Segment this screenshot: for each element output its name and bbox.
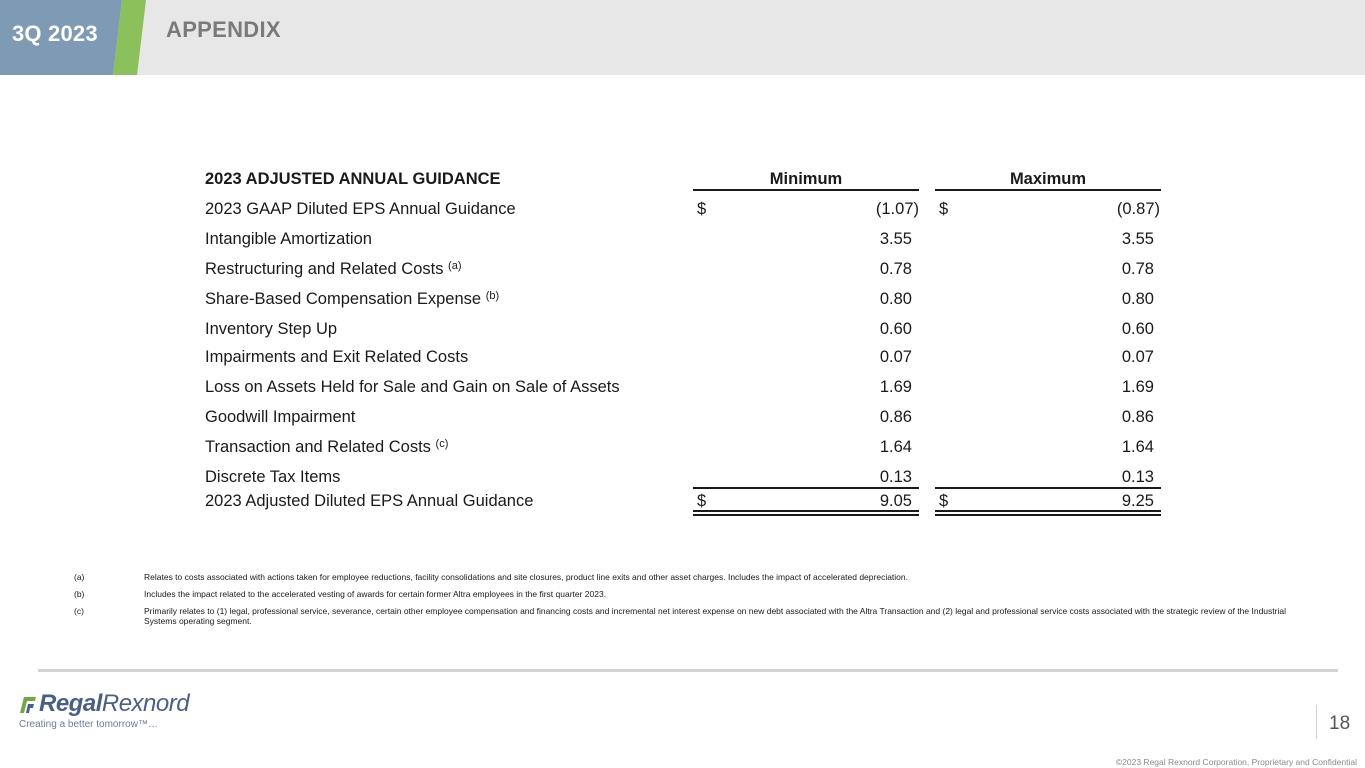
table-row-max: (0.87) (1116, 200, 1160, 218)
table-row-min: 0.13 (879, 468, 912, 486)
currency-symbol: $ (939, 492, 949, 510)
footnote-key: (b) (74, 589, 85, 599)
table-title: 2023 ADJUSTED ANNUAL GUIDANCE (205, 170, 501, 188)
table-row-min: 0.86 (879, 408, 912, 426)
table-row-label: Discrete Tax Items (205, 468, 341, 486)
copyright-notice: ©2023 Regal Rexnord Corporation, Proprietary and Confidential (1115, 757, 1357, 767)
table-row-label: 2023 Adjusted Diluted EPS Annual Guidance (205, 492, 534, 510)
quarter-label: 3Q 2023 (12, 21, 98, 46)
table-row-min: 0.60 (879, 320, 912, 338)
table-row-max: 0.60 (1121, 320, 1154, 338)
table-row-max: 1.64 (1121, 438, 1154, 456)
table-row-label: Goodwill Impairment (205, 408, 356, 426)
total-double-rule-max (935, 514, 1161, 516)
table-row-min: 0.80 (879, 290, 912, 308)
table-row-label: Inventory Step Up (205, 320, 338, 338)
table-row-max: 0.07 (1121, 348, 1154, 366)
table-row-max: 0.13 (1121, 468, 1154, 486)
table-row-min: 0.78 (879, 260, 912, 278)
currency-symbol: $ (697, 200, 707, 218)
table-row-label: Impairments and Exit Related Costs (205, 348, 469, 366)
total-double-rule-min (693, 514, 919, 516)
column-header-maximum: Maximum (1009, 170, 1087, 188)
page-number: 18 (1329, 713, 1351, 734)
header-underline-max (935, 189, 1161, 191)
footnote-key: (a) (74, 572, 85, 582)
table-row-min: 9.05 (879, 492, 912, 510)
table-row-label: Restructuring and Related Costs $^{(a)}$ (205, 260, 462, 278)
currency-symbol: $ (697, 492, 707, 510)
table-row-min: 1.69 (879, 378, 912, 396)
footnote-text: Relates to costs associated with actions taken for employee reductions, facility consolidations and site closures, product line exits and other asset charges. Includes the impact of accelerated depreciation. (144, 572, 908, 582)
company-logo: RegalRexnord (39, 690, 190, 717)
regal-rexnord-logo-icon (18, 695, 38, 720)
table-row-label: 2023 GAAP Diluted EPS Annual Guidance (205, 200, 516, 218)
total-double-rule-max (935, 510, 1161, 512)
footnote-key: (c) (74, 606, 84, 616)
table-row-max: 0.86 (1121, 408, 1154, 426)
table-row-label: Share-Based Compensation Expense $^{(b)}$ (205, 290, 500, 308)
footnote-ref: (c) (435, 438, 449, 450)
footnote-ref: (b) (485, 290, 500, 302)
table-row-min: 0.07 (879, 348, 912, 366)
header-underline-min (693, 189, 919, 191)
company-tagline: Creating a better tomorrow™… (19, 719, 158, 730)
footer-divider (38, 669, 1338, 672)
table-row-max: 9.25 (1121, 492, 1154, 510)
subtotal-rule-min (693, 487, 919, 489)
page-title: APPENDIX (166, 17, 281, 42)
table-row-max: 0.80 (1121, 290, 1154, 308)
footnote-text: Includes the impact related to the accelerated vesting of awards for certain former Altra employees in the first quarter 2023. (144, 589, 607, 599)
table-row-label: Transaction and Related Costs $^{(c)}$ (205, 438, 449, 456)
table-row-min: 1.64 (879, 438, 912, 456)
footnote-ref: (a) (448, 260, 462, 272)
table-row-max: 0.78 (1121, 260, 1154, 278)
footnote-text: Primarily relates to (1) legal, professional service, severance, certain other employee compensation and financing costs and incremental net interest expense on new debt associated with the Altra Transaction and (2) legal and professional service costs associated with the strategic review of the Industrial Systems operating segment. (144, 606, 1286, 626)
table-row-min: 3.55 (879, 230, 912, 248)
table-row-max: 3.55 (1121, 230, 1154, 248)
subtotal-rule-max (935, 487, 1161, 489)
table-row-label: Intangible Amortization (205, 230, 372, 248)
currency-symbol: $ (939, 200, 949, 218)
table-row-min: (1.07) (875, 200, 919, 218)
column-header-minimum: Minimum (769, 170, 843, 188)
table-row-max: 1.69 (1121, 378, 1154, 396)
page-number-divider (1316, 705, 1317, 739)
table-row-label: Loss on Assets Held for Sale and Gain on Sale of Assets (205, 378, 620, 396)
total-double-rule-min (693, 510, 919, 512)
